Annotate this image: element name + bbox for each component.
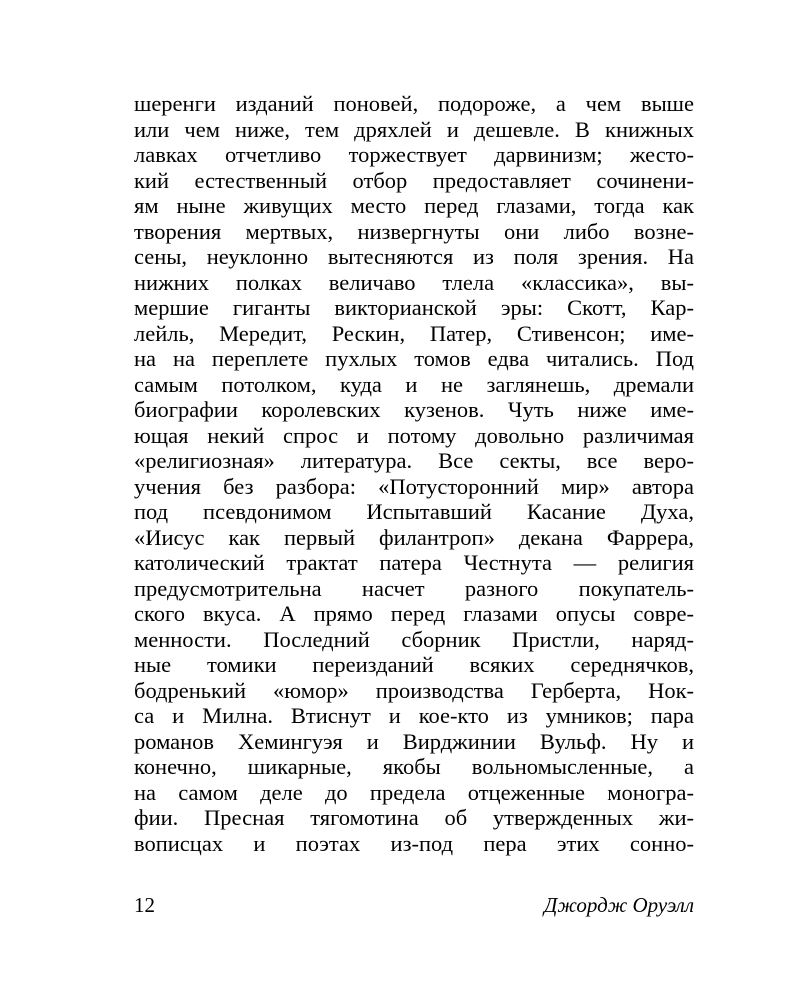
text-line: бодренький «юмор» производства Герберта, Нок- [134,677,694,703]
text-line: романов Хемингуэя и Вирджинии Вульф. Ну и [134,728,694,754]
text-line: ные томики переизданий всяких середнячков, [134,652,694,677]
text-line: самым потолком, куда и не заглянешь, дремали [134,371,694,397]
text-line: менности. Последний сборник Пристли, наряд- [134,626,694,652]
text-line: шеренги изданий поновей, подороже, а чем выше [134,91,694,116]
text-line: предусмотрительна насчет разного покупатель- [134,575,694,601]
text-line: творения мертвых, низвергнуты они либо возне- [134,218,694,244]
text-line: на на переплете пухлых томов едва читались. Под [134,346,694,371]
page-footer [134,891,694,919]
text-line: учения без разбора: «Потусторонний мир» автора [134,473,694,499]
text-line: фии. Пресная тягомотина об утвержденных жи- [134,805,694,830]
text-line: лавках отчетливо торжествует дарвинизм; жесто- [134,142,694,167]
page-body-text [134,91,694,856]
text-line: ющая некий спрос и потому довольно различимая [134,422,694,448]
text-line: вописцах и поэтах из-под пера этих сонно- [134,830,694,856]
text-line: лейль, Мередит, Рескин, Патер, Стивенсон; име- [134,320,694,346]
text-line: конечно, шикарные, якобы вольномысленные, а [134,754,694,779]
text-line: са и Милна. Втиснут и кое-кто из умников; пара [134,703,694,728]
text-line: ям ныне живущих место перед глазами, тогда как [134,193,694,218]
text-line: ского вкуса. А прямо перед глазами опусы совре- [134,601,694,626]
text-line: сены, неуклонно вытесняются из поля зрения. На [134,244,694,269]
text-line: католический трактат патера Честнута — религия [134,550,694,575]
text-line: под псевдонимом Испытавший Касание Духа, [134,499,694,524]
text-line: кий естественный отбор предоставляет сочинени- [134,167,694,193]
running-author: Джордж Оруэлл [544,893,694,917]
text-line: или чем ниже, тем дряхлей и дешевле. В книжных [134,116,694,142]
text-line: мершие гиганты викторианской эры: Скотт, Кар- [134,295,694,320]
text-line: нижних полках величаво тлела «классика», вы- [134,269,694,295]
page-number: 12 [134,893,155,917]
text-line: биографии королевских кузенов. Чуть ниже име- [134,397,694,422]
text-line: на самом деле до предела отцеженные моногра- [134,779,694,805]
text-line: «религиозная» литература. Все секты, все веро- [134,448,694,473]
text-line: «Иисус как первый филантроп» декана Фаррера, [134,524,694,550]
